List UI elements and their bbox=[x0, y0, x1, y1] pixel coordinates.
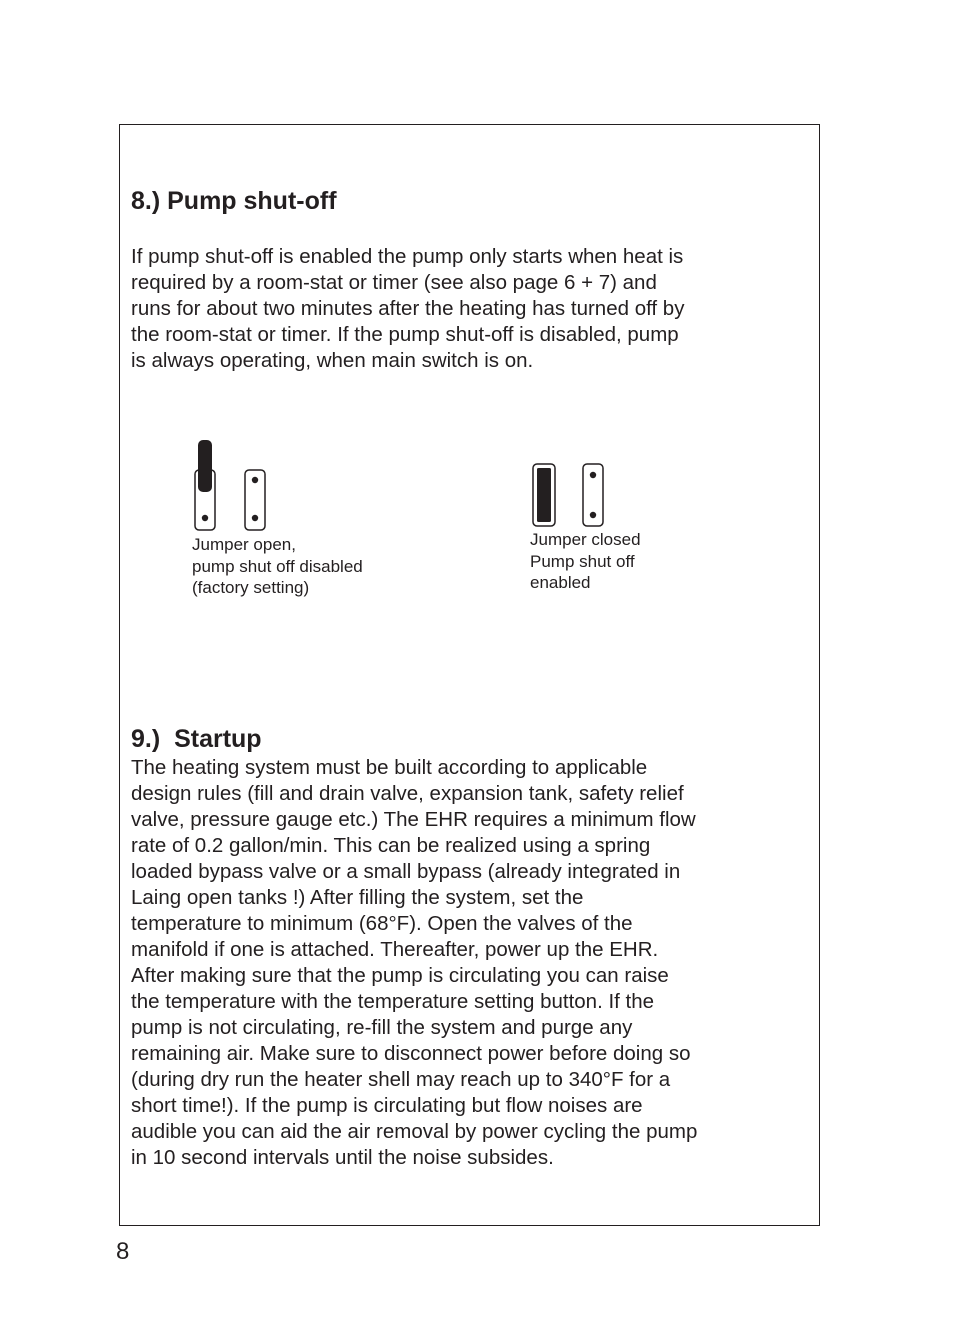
paragraph-line: the room-stat or timer. If the pump shut-off is disabled, pump bbox=[131, 323, 679, 346]
paragraph-line: rate of 0.2 gallon/min. This can be realized using a spring bbox=[131, 834, 651, 857]
paragraph-line: required by a room-stat or timer (see also page 6 + 7) and bbox=[131, 271, 657, 294]
section-8-heading: 8.) Pump shut-off bbox=[131, 187, 337, 215]
section-8-paragraph bbox=[131, 244, 791, 374]
caption-line: Jumper open, bbox=[192, 535, 296, 554]
pin-dot bbox=[590, 512, 596, 518]
paragraph-line: in 10 second intervals until the noise subsides. bbox=[131, 1146, 554, 1169]
paragraph-line: manifold if one is attached. Thereafter, power up the EHR. bbox=[131, 938, 659, 961]
jumper-open-diagram bbox=[188, 436, 274, 536]
jumper-closed-caption bbox=[530, 529, 641, 594]
section-9-paragraph bbox=[131, 755, 791, 1171]
pin-dot bbox=[252, 477, 258, 483]
caption-line: Jumper closed bbox=[530, 530, 641, 549]
jumper-closed-diagram bbox=[527, 460, 613, 532]
paragraph-line: is always operating, when main switch is on. bbox=[131, 349, 534, 372]
paragraph-line: loaded bypass valve or a small bypass (already integrated in bbox=[131, 860, 681, 883]
paragraph-line: temperature to minimum (68°F). Open the valves of the bbox=[131, 912, 633, 935]
paragraph-line: pump is not circulating, re-fill the system and purge any bbox=[131, 1016, 633, 1039]
caption-line: (factory setting) bbox=[192, 578, 310, 597]
caption-line: pump shut off disabled bbox=[192, 556, 363, 576]
paragraph-line: If pump shut-off is enabled the pump only starts when heat is bbox=[131, 245, 684, 268]
page-number: 8 bbox=[116, 1238, 130, 1265]
jumper-cap bbox=[198, 440, 212, 492]
caption-line: Pump shut off bbox=[530, 551, 635, 571]
pin-dot bbox=[590, 472, 596, 478]
jumper-open-caption bbox=[192, 534, 363, 599]
paragraph-line: runs for about two minutes after the heating has turned off by bbox=[131, 297, 685, 320]
pin-dot bbox=[202, 515, 208, 521]
paragraph-line: The heating system must be built according to applicable bbox=[131, 756, 648, 779]
paragraph-line: (during dry run the heater shell may reach up to 340°F for a bbox=[131, 1068, 671, 1091]
paragraph-line: the temperature with the temperature setting button. If the bbox=[131, 990, 655, 1013]
paragraph-line: After making sure that the pump is circulating you can raise bbox=[131, 964, 669, 987]
paragraph-line: short time!). If the pump is circulating but flow noises are bbox=[131, 1094, 643, 1117]
caption-line: enabled bbox=[530, 573, 591, 592]
paragraph-line: valve, pressure gauge etc.) The EHR requires a minimum flow bbox=[131, 808, 696, 831]
paragraph-line: remaining air. Make sure to disconnect power before doing so bbox=[131, 1042, 691, 1065]
pin-dot bbox=[252, 515, 258, 521]
section-9-heading: 9.) Startup bbox=[131, 725, 262, 753]
paragraph-line: audible you can aid the air removal by power cycling the pump bbox=[131, 1120, 698, 1143]
paragraph-line: design rules (fill and drain valve, expansion tank, safety relief bbox=[131, 782, 684, 805]
paragraph-line: Laing open tanks !) After filling the system, set the bbox=[131, 886, 584, 909]
jumper-cap bbox=[537, 468, 551, 522]
